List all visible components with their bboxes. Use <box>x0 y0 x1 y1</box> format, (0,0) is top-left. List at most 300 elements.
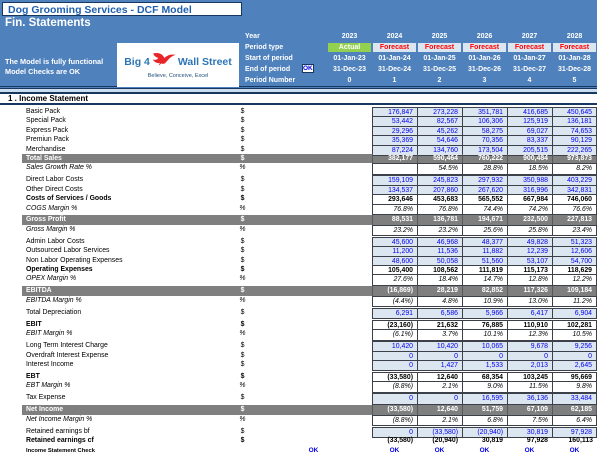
year-label: Year <box>245 33 260 40</box>
unit-cell: $ <box>240 108 245 115</box>
year-cell: 2024 <box>386 33 403 40</box>
value-cell[interactable]: 68,354 <box>462 372 507 382</box>
value-cell[interactable]: (8.8%) <box>372 415 417 426</box>
period-type-cell: Forecast <box>418 43 461 53</box>
row-label: Gross Profit <box>26 216 66 224</box>
gap-cell <box>255 415 300 426</box>
value-cell[interactable]: 54.5% <box>417 163 462 174</box>
value-cell[interactable]: 136,781 <box>417 215 462 224</box>
value-cell[interactable]: 973,873 <box>552 154 597 163</box>
gap-cell <box>255 308 300 319</box>
end-date-cell: 31-Dec-28 <box>557 66 592 73</box>
value-cell[interactable]: 0 <box>372 351 417 361</box>
row-label: Total Depreciation <box>26 308 82 316</box>
value-cell[interactable]: 82,567 <box>417 116 462 126</box>
value-cell[interactable]: 12,640 <box>417 405 462 414</box>
value-cell[interactable]: 97,928 <box>552 427 597 438</box>
cell-2023 <box>327 163 372 174</box>
year-cell: 2023 <box>341 33 358 40</box>
period-number-cell: 1 <box>392 77 397 84</box>
unit-cell: $ <box>240 237 245 245</box>
value-cell[interactable]: 12.8% <box>507 274 552 285</box>
value-cell[interactable]: 45,600 <box>372 237 417 247</box>
period-type-label: Period type <box>245 44 284 51</box>
check-cell <box>300 436 327 445</box>
value-cell[interactable]: 29,296 <box>372 126 417 136</box>
value-cell[interactable]: 667,984 <box>507 194 552 204</box>
value-cell[interactable]: 0 <box>552 351 597 361</box>
value-cell[interactable]: (33,580) <box>372 405 417 414</box>
unit-cell: $ <box>240 320 245 328</box>
value-cell[interactable]: 23.2% <box>417 225 462 236</box>
row-label: Operating Expenses <box>26 266 93 274</box>
value-cell[interactable]: 273,228 <box>417 107 462 117</box>
gap-cell <box>255 225 300 236</box>
value-cell[interactable]: 67,109 <box>507 405 552 414</box>
value-cell[interactable]: 49,828 <box>507 237 552 247</box>
unit-cell: $ <box>240 247 245 255</box>
value-cell[interactable]: 36,136 <box>507 393 552 404</box>
value-cell[interactable]: 23.2% <box>372 225 417 236</box>
unit-cell: $ <box>240 351 245 359</box>
value-cell[interactable]: 13.0% <box>507 296 552 307</box>
value-cell[interactable]: 136,181 <box>552 116 597 126</box>
value-cell[interactable]: 267,620 <box>462 185 507 195</box>
check-cell <box>300 381 327 392</box>
value-cell[interactable]: 14.7% <box>462 274 507 285</box>
start-date-cell: 01-Jan-23 <box>333 55 366 62</box>
row-label: Interest Income <box>26 360 74 368</box>
value-cell[interactable]: 53,442 <box>372 116 417 126</box>
value-cell[interactable]: 2,645 <box>552 360 597 371</box>
value-cell[interactable]: (16,869) <box>372 286 417 295</box>
cell-2023 <box>327 445 372 457</box>
value-cell[interactable]: 48,600 <box>372 256 417 266</box>
value-cell[interactable]: 106,306 <box>462 116 507 126</box>
check-cell <box>300 215 327 224</box>
row-label: Admin Labor Costs <box>26 237 85 245</box>
table-row <box>0 256 597 265</box>
value-cell[interactable]: 117,326 <box>507 286 552 295</box>
cell-2023 <box>327 360 372 371</box>
table-row <box>0 116 597 125</box>
value-cell[interactable]: 27.6% <box>372 274 417 285</box>
value-cell[interactable]: 105,400 <box>372 265 417 275</box>
value-cell[interactable]: (33,580) <box>417 427 462 438</box>
unit-cell: $ <box>240 176 245 184</box>
gap-cell <box>255 163 300 174</box>
value-cell[interactable]: 0 <box>417 393 462 404</box>
value-cell[interactable]: 11.2% <box>552 296 597 307</box>
row-label: Sales Growth Rate % <box>26 164 92 172</box>
logo-text-wallstreet: Wall Street <box>177 55 232 68</box>
value-cell[interactable]: 6,586 <box>417 308 462 319</box>
cell-2023 <box>327 308 372 319</box>
unit-cell: $ <box>240 360 245 368</box>
unit-cell: $ <box>240 342 245 350</box>
start-date-cell: 01-Jan-28 <box>558 55 591 62</box>
value-cell[interactable]: 10.5% <box>552 329 597 340</box>
value-cell[interactable]: 8.2% <box>552 163 597 174</box>
check-cell <box>300 296 327 307</box>
value-cell[interactable]: 160,113 <box>568 437 593 445</box>
table-row <box>0 436 597 445</box>
value-cell[interactable]: 2.1% <box>417 381 462 392</box>
row-label: EBITDA Margin % <box>26 296 82 304</box>
value-cell[interactable]: 12,640 <box>417 372 462 382</box>
table-row <box>0 415 597 424</box>
table-row <box>0 175 597 184</box>
end-date-cell: 31-Dec-26 <box>467 66 502 73</box>
value-cell[interactable]: 6,904 <box>552 308 597 319</box>
value-cell[interactable] <box>372 163 417 174</box>
value-cell[interactable]: 351,781 <box>462 107 507 117</box>
value-cell[interactable]: 76.6% <box>552 204 597 215</box>
check-cell <box>300 225 327 236</box>
value-cell[interactable]: 30,819 <box>481 437 503 445</box>
value-cell[interactable]: 5,966 <box>462 308 507 319</box>
table-row <box>0 107 597 116</box>
gap-cell <box>255 274 300 285</box>
value-cell[interactable]: 25.8% <box>507 225 552 236</box>
value-cell[interactable]: 23.4% <box>552 225 597 236</box>
value-cell[interactable]: 0 <box>462 351 507 361</box>
value-cell[interactable]: 82,852 <box>462 286 507 295</box>
value-cell[interactable]: 4.8% <box>417 296 462 307</box>
value-cell[interactable]: 6.8% <box>462 415 507 426</box>
value-cell[interactable]: 205,515 <box>507 145 552 156</box>
value-cell[interactable]: 76,885 <box>462 320 507 330</box>
table-row <box>0 135 597 144</box>
check-cell <box>300 360 327 371</box>
value-cell[interactable]: (33,580) <box>372 372 417 382</box>
value-cell[interactable]: 7.5% <box>507 415 552 426</box>
value-cell[interactable]: 11.5% <box>507 381 552 392</box>
table-row <box>0 381 597 390</box>
value-cell[interactable]: 10.1% <box>462 329 507 340</box>
value-cell[interactable]: 18.5% <box>507 163 552 174</box>
gap-cell <box>255 381 300 392</box>
model-status-line1: The Model is fully functional <box>5 57 104 66</box>
value-cell[interactable]: 590,464 <box>417 154 462 163</box>
value-cell[interactable]: 48,377 <box>462 237 507 247</box>
value-cell[interactable]: 16,595 <box>462 393 507 404</box>
value-cell[interactable]: 118,629 <box>552 265 597 275</box>
start-date-cell: 01-Jan-26 <box>468 55 501 62</box>
value-cell[interactable]: (20,940) <box>432 437 458 445</box>
unit-cell: $ <box>240 117 245 125</box>
period-type-cell: Forecast <box>553 43 596 53</box>
workbook-title: Dog Grooming Services - DCF Model <box>2 2 242 16</box>
table-row <box>0 246 597 255</box>
value-cell[interactable]: 176,847 <box>372 107 417 117</box>
value-cell[interactable]: 0 <box>417 351 462 361</box>
value-cell[interactable]: 28,219 <box>417 286 462 295</box>
check-cell <box>300 286 327 295</box>
value-cell[interactable]: 1,533 <box>462 360 507 371</box>
value-cell[interactable]: 30,819 <box>507 427 552 438</box>
value-cell[interactable]: 194,671 <box>462 215 507 224</box>
value-cell[interactable]: 382,177 <box>372 154 417 163</box>
value-cell[interactable]: 102,281 <box>552 320 597 330</box>
value-cell[interactable]: 12,239 <box>507 246 552 256</box>
value-cell[interactable]: 565,552 <box>462 194 507 204</box>
row-label: EBT Margin % <box>26 382 71 390</box>
value-cell[interactable]: 11,882 <box>462 246 507 256</box>
value-cell[interactable]: 760,222 <box>462 154 507 163</box>
value-cell[interactable]: 293,646 <box>372 194 417 204</box>
value-cell[interactable]: 297,932 <box>462 175 507 185</box>
table-row <box>0 274 597 283</box>
value-cell[interactable]: 12.3% <box>507 329 552 340</box>
unit-cell <box>230 445 255 457</box>
table-row <box>0 154 597 163</box>
value-cell[interactable]: 50,058 <box>417 256 462 266</box>
value-cell[interactable]: 9,256 <box>552 341 597 351</box>
row-label: Merchandise <box>26 145 66 153</box>
value-cell[interactable]: 316,996 <box>507 185 552 195</box>
period-type-cell: Actual <box>328 43 371 53</box>
start-date-cell: 01-Jan-25 <box>423 55 456 62</box>
value-cell[interactable]: 11,536 <box>417 246 462 256</box>
value-cell[interactable]: 6.4% <box>552 415 597 426</box>
value-cell[interactable]: 746,060 <box>552 194 597 204</box>
value-cell[interactable]: (4.4%) <box>372 296 417 307</box>
value-cell[interactable]: 97,928 <box>526 437 548 445</box>
value-cell[interactable]: (33,580) <box>387 437 413 445</box>
gap-cell <box>255 286 300 295</box>
start-date-cell: 01-Jan-24 <box>378 55 411 62</box>
value-cell[interactable]: 45,262 <box>417 126 462 136</box>
value-cell[interactable]: 11,200 <box>372 246 417 256</box>
row-label: Overdraft Interest Expense <box>26 351 109 359</box>
gap-cell <box>255 215 300 224</box>
unit-cell: $ <box>240 406 245 414</box>
value-cell[interactable]: 173,504 <box>462 145 507 156</box>
value-cell[interactable]: 88,531 <box>372 215 417 224</box>
value-cell[interactable]: 12.2% <box>552 274 597 285</box>
check-cell <box>300 204 327 215</box>
value-cell[interactable]: (20,940) <box>462 427 507 438</box>
value-cell[interactable]: 227,813 <box>552 215 597 224</box>
table-row <box>0 372 597 381</box>
value-cell[interactable]: 350,988 <box>507 175 552 185</box>
value-cell[interactable]: 0 <box>372 393 417 404</box>
table-row <box>0 286 597 295</box>
check-cell <box>300 163 327 174</box>
value-cell[interactable]: 134,537 <box>372 185 417 195</box>
value-cell: OK <box>524 447 535 455</box>
unit-cell: $ <box>240 437 245 445</box>
value-cell[interactable]: 245,823 <box>417 175 462 185</box>
value-cell[interactable]: 90,129 <box>552 135 597 145</box>
value-cell[interactable]: 25.6% <box>462 225 507 236</box>
cell-2023 <box>327 286 372 295</box>
cell-2023 <box>327 415 372 426</box>
value-cell[interactable]: 222,265 <box>552 145 597 156</box>
unit-cell: % <box>239 415 246 423</box>
gap-cell <box>255 445 300 457</box>
value-cell[interactable]: 403,229 <box>552 175 597 185</box>
gap-cell <box>255 296 300 307</box>
value-cell[interactable]: 111,819 <box>462 265 507 275</box>
cell-2023 <box>327 405 372 414</box>
value-cell[interactable]: 110,910 <box>507 320 552 330</box>
value-cell[interactable]: (23,160) <box>372 320 417 330</box>
table-row <box>0 405 597 414</box>
check-cell <box>300 405 327 414</box>
value-cell[interactable]: 9.0% <box>462 381 507 392</box>
value-cell[interactable]: 74.4% <box>462 204 507 215</box>
table-row <box>0 204 597 213</box>
row-label: Costs of Services / Goods <box>26 195 112 203</box>
value-cell[interactable]: 0 <box>507 351 552 361</box>
value-cell[interactable]: 76.8% <box>372 204 417 215</box>
gap-cell <box>255 329 300 340</box>
check-cell <box>300 393 327 404</box>
value-cell[interactable]: 115,173 <box>507 265 552 275</box>
cell-2023 <box>327 381 372 392</box>
value-cell[interactable]: 453,683 <box>417 194 462 204</box>
value-cell[interactable]: 87,224 <box>372 145 417 156</box>
value-cell[interactable]: 35,369 <box>372 135 417 145</box>
value-cell[interactable]: 10.9% <box>462 296 507 307</box>
row-label: Basic Pack <box>26 108 61 115</box>
value-cell[interactable]: 33,484 <box>552 393 597 404</box>
value-cell[interactable]: 10,065 <box>462 341 507 351</box>
row-label: EBITDA <box>26 287 52 295</box>
value-cell[interactable]: 134,760 <box>417 145 462 156</box>
value-cell[interactable]: (6.1%) <box>372 329 417 340</box>
value-cell[interactable]: (8.8%) <box>372 381 417 392</box>
year-cell: 2026 <box>476 33 493 40</box>
table-row <box>0 145 597 154</box>
value-cell: OK <box>569 447 580 455</box>
row-label: Special Pack <box>26 117 66 125</box>
value-cell[interactable]: 51,560 <box>462 256 507 266</box>
value-cell[interactable]: 10,420 <box>417 341 462 351</box>
value-cell[interactable]: 159,109 <box>372 175 417 185</box>
value-cell[interactable]: 3.7% <box>417 329 462 340</box>
value-cell[interactable]: 46,968 <box>417 237 462 247</box>
value-cell[interactable]: 0 <box>372 427 417 438</box>
value-cell[interactable]: 9.8% <box>552 381 597 392</box>
value-cell[interactable]: 83,337 <box>507 135 552 145</box>
value-cell[interactable]: 103,245 <box>507 372 552 382</box>
end-date-cell: 31-Dec-23 <box>332 66 367 73</box>
row-label: OPEX Margin % <box>26 275 77 283</box>
value-cell[interactable]: 51,759 <box>462 405 507 414</box>
value-cell[interactable]: 125,919 <box>507 116 552 126</box>
value-cell[interactable]: 2.1% <box>417 415 462 426</box>
value-cell[interactable]: 70,356 <box>462 135 507 145</box>
value-cell[interactable]: 342,831 <box>552 185 597 195</box>
header-panel <box>0 0 597 89</box>
value-cell[interactable]: 74,653 <box>552 126 597 136</box>
unit-cell: % <box>239 382 246 390</box>
model-status-line2: Model Checks are OK <box>5 67 81 76</box>
value-cell[interactable]: 416,685 <box>507 107 552 117</box>
row-label: Retained earnings bf <box>26 427 90 435</box>
red-eagle-icon <box>151 52 177 72</box>
period-number-cell: 0 <box>347 77 352 84</box>
value-cell[interactable]: 450,645 <box>552 107 597 117</box>
value-cell[interactable]: 108,562 <box>417 265 462 275</box>
value-cell[interactable]: 1,427 <box>417 360 462 371</box>
company-logo <box>117 43 239 87</box>
gap-cell <box>255 360 300 371</box>
row-label: EBT <box>26 372 40 380</box>
year-cell: 2027 <box>521 33 538 40</box>
row-label: Express Pack <box>26 126 69 134</box>
cell-2023 <box>327 225 372 236</box>
value-cell[interactable]: 69,027 <box>507 126 552 136</box>
check-status-cell: OK <box>308 447 319 455</box>
income-statement-table <box>0 107 597 457</box>
table-row <box>0 341 597 350</box>
start-of-period-label: Start of period <box>245 55 293 62</box>
unit-cell: % <box>239 330 246 338</box>
gap-cell <box>255 154 300 163</box>
row-label: Gross Margin % <box>26 225 76 233</box>
value-cell[interactable]: 232,500 <box>507 215 552 224</box>
value-cell[interactable]: 207,860 <box>417 185 462 195</box>
value-cell[interactable]: 12,606 <box>552 246 597 256</box>
unit-cell: $ <box>240 216 245 224</box>
value-cell[interactable]: 54,700 <box>552 256 597 266</box>
gap-cell <box>255 393 300 404</box>
gap-cell <box>255 405 300 414</box>
value-cell[interactable]: 51,323 <box>552 237 597 247</box>
value-cell[interactable]: 54,646 <box>417 135 462 145</box>
value-cell[interactable]: 21,632 <box>417 320 462 330</box>
value-cell[interactable]: 900,484 <box>507 154 552 163</box>
value-cell[interactable]: 76.8% <box>417 204 462 215</box>
row-label: Total Sales <box>26 154 62 162</box>
end-of-period-label: End of period <box>245 66 291 73</box>
period-type-cell: Forecast <box>373 43 416 53</box>
value-cell[interactable]: 28.8% <box>462 163 507 174</box>
value-cell[interactable]: 0 <box>372 360 417 371</box>
value-cell[interactable]: 9,678 <box>507 341 552 351</box>
cell-2023 <box>327 329 372 340</box>
logo-tagline: Believe, Conceive, Excel <box>147 72 209 79</box>
ok-badge: OK <box>303 65 313 73</box>
year-cell: 2028 <box>566 33 583 40</box>
value-cell[interactable]: 53,107 <box>507 256 552 266</box>
value-cell[interactable]: 109,184 <box>552 286 597 295</box>
value-cell[interactable]: 6,417 <box>507 308 552 319</box>
value-cell[interactable]: 2,013 <box>507 360 552 371</box>
table-row <box>0 163 597 172</box>
end-date-cell: 31-Dec-25 <box>422 66 457 73</box>
row-label: Retained earnings cf <box>26 437 94 445</box>
value-cell[interactable]: 6,291 <box>372 308 417 319</box>
cell-2023 <box>327 393 372 404</box>
value-cell[interactable]: 18.4% <box>417 274 462 285</box>
value-cell[interactable]: 95,669 <box>552 372 597 382</box>
value-cell[interactable]: 74.2% <box>507 204 552 215</box>
value-cell[interactable]: 62,185 <box>552 405 597 414</box>
value-cell[interactable]: 58,275 <box>462 126 507 136</box>
check-cell <box>300 308 327 319</box>
row-label: Income Statement Check <box>26 448 95 455</box>
value-cell: OK <box>479 447 490 455</box>
value-cell[interactable]: 10,420 <box>372 341 417 351</box>
table-row <box>0 225 597 234</box>
year-cell: 2025 <box>431 33 448 40</box>
table-row <box>0 360 597 369</box>
